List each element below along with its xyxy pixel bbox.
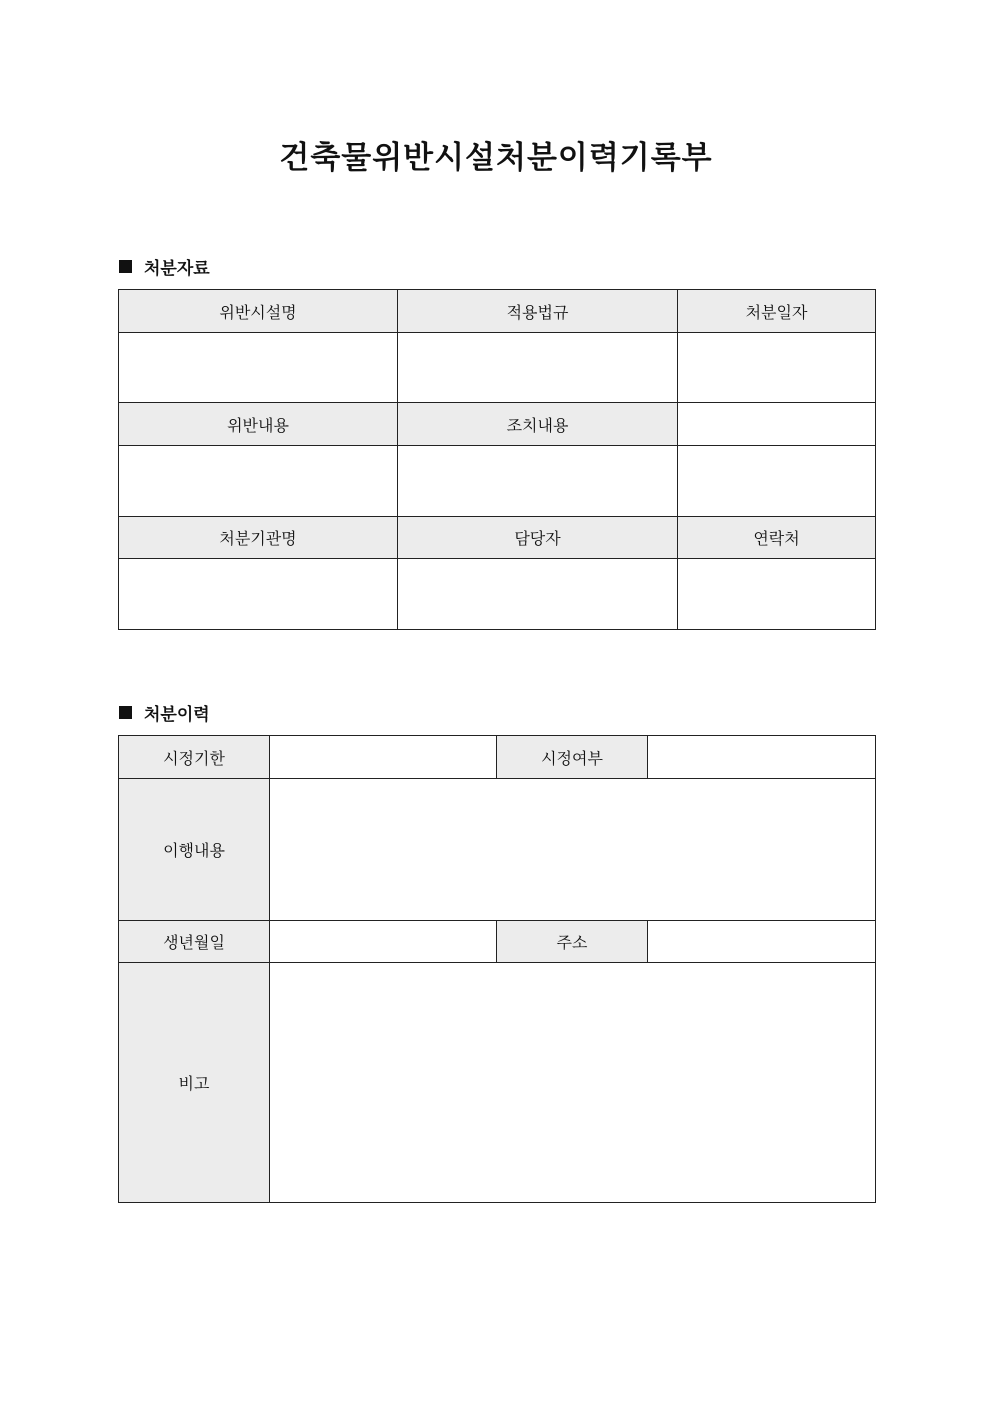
- input-person-in-charge[interactable]: [398, 559, 678, 630]
- header-violation-details: 위반내용: [119, 403, 398, 446]
- label-address: 주소: [497, 921, 648, 963]
- input-performance-details[interactable]: [270, 779, 876, 921]
- label-birthdate: 생년월일: [119, 921, 270, 963]
- input-applied-law[interactable]: [398, 333, 678, 403]
- disposition-history-table: [118, 735, 876, 1203]
- header-contact: 연락처: [678, 517, 876, 559]
- input-disposition-agency[interactable]: [119, 559, 398, 630]
- section-heading-label: 처분이력: [144, 705, 210, 725]
- input-contact[interactable]: [678, 559, 876, 630]
- section-heading-label: 처분자료: [144, 259, 210, 279]
- blank-cell[interactable]: [678, 403, 876, 446]
- section-heading-disposition-history: [119, 700, 210, 725]
- input-address[interactable]: [648, 921, 876, 963]
- disposition-data-table: [118, 289, 876, 630]
- input-correction-status[interactable]: [648, 736, 876, 779]
- label-performance-details: 이행내용: [119, 779, 270, 921]
- label-remarks: 비고: [119, 963, 270, 1203]
- header-applied-law: 적용법규: [398, 290, 678, 333]
- input-disposition-date[interactable]: [678, 333, 876, 403]
- header-disposition-agency: 처분기관명: [119, 517, 398, 559]
- input-action-details[interactable]: [398, 446, 678, 517]
- input-violation-details[interactable]: [119, 446, 398, 517]
- square-bullet-icon: [119, 706, 132, 719]
- input-violation-facility[interactable]: [119, 333, 398, 403]
- label-correction-status: 시정여부: [497, 736, 648, 779]
- page-title: 건축물위반시설처분이력기록부: [279, 140, 713, 176]
- header-person-in-charge: 담당자: [398, 517, 678, 559]
- header-disposition-date: 처분일자: [678, 290, 876, 333]
- square-bullet-icon: [119, 260, 132, 273]
- label-correction-deadline: 시정기한: [119, 736, 270, 779]
- header-action-details: 조치내용: [398, 403, 678, 446]
- section-heading-disposition-data: [119, 254, 210, 279]
- input-correction-deadline[interactable]: [270, 736, 497, 779]
- header-violation-facility: 위반시설명: [119, 290, 398, 333]
- input-extra[interactable]: [678, 446, 876, 517]
- input-birthdate[interactable]: [270, 921, 497, 963]
- input-remarks[interactable]: [270, 963, 876, 1203]
